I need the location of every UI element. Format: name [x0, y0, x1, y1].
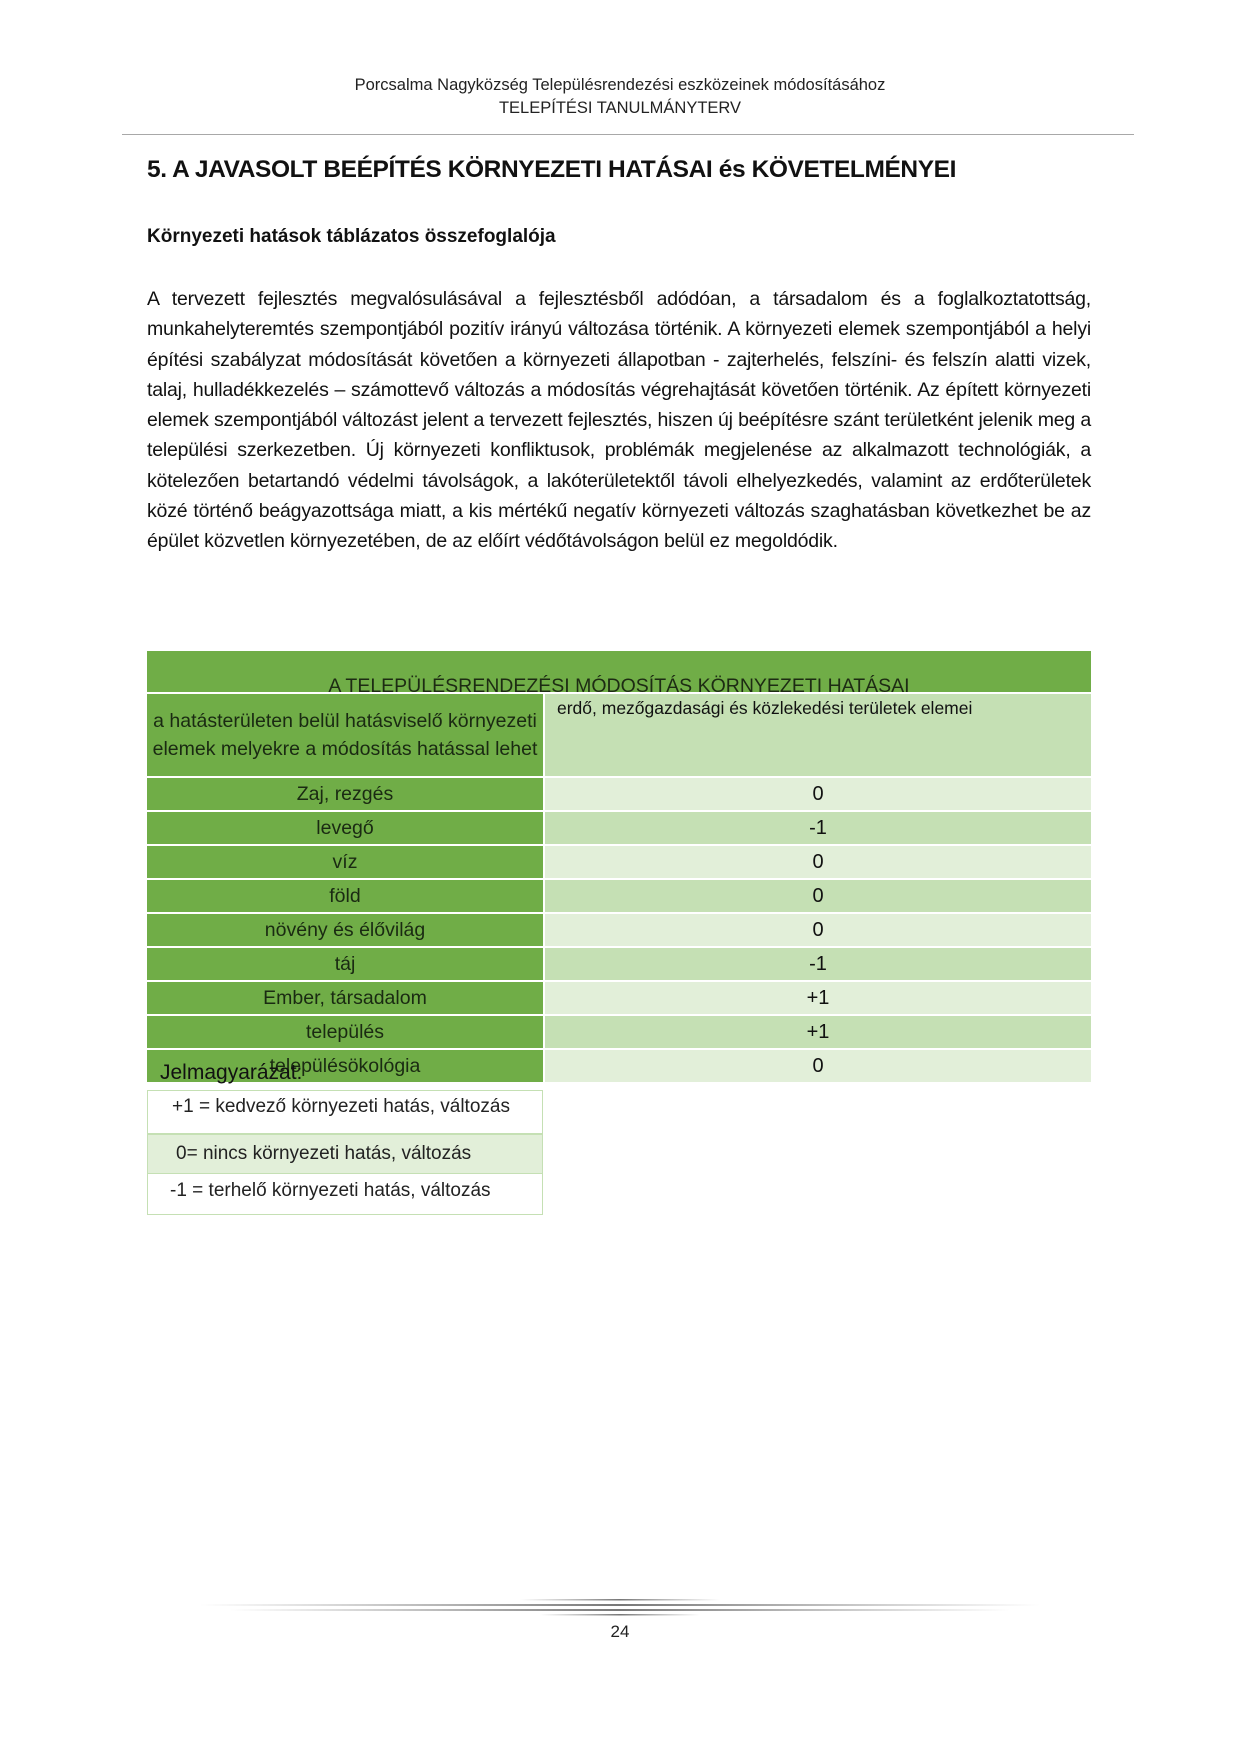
table-title: A TELEPÜLÉSRENDEZÉSI MÓDOSÍTÁS KÖRNYEZETI HATÁSAI: [147, 651, 1091, 694]
header-document-title: Porcsalma Nagyközség Településrendezési eszközeinek módosításához: [354, 76, 886, 94]
table-row: [147, 1016, 1091, 1050]
legend-item-positive: +1 = kedvező környezeti hatás, változás: [148, 1091, 542, 1135]
row-element: víz: [147, 846, 545, 880]
ornament-line: [230, 1609, 1010, 1611]
row-element: növény és élővilág: [147, 914, 545, 948]
header-document-subtitle: TELEPÍTÉSI TANULMÁNYTERV: [498, 99, 742, 117]
row-element: település: [147, 1016, 545, 1050]
legend-box: [147, 1090, 543, 1215]
legend-item-negative: -1 = terhelő környezeti hatás, változás: [148, 1174, 542, 1214]
row-element: Ember, társadalom: [147, 982, 545, 1016]
ornament-line: [540, 1614, 700, 1616]
table-header-row: [147, 694, 1091, 778]
body-paragraph: A tervezett fejlesztés megvalósulásával a fejlesztésből adódóan, a társadalom és a foglalkoztatottság, munkahelyteremtés szempontjából pozitív irányú változása történik. A környezeti elemek szempontjából a helyi építési szabályzat módosítását követően a környezeti állapotban - zajterhelés, felszíni- és felszín alatti vizek, talaj, hulladékkezelés – számottevő változás a módosítás végrehajtását követően történik. Az épített környezeti elemek szempontjából változást jelent a tervezett fejlesztés, hiszen új beépítésre szánt területként jelenik meg a települési szerkezetben. Új környezeti konfliktusok, problémák megjelenése az alkalmazott technológiák, a kötelezően betartandó védelmi távolságok, a lakóterületektől távoli elhelyezkedés, valamint az erdőterületek közé történő beágyazottsága miatt, a kis mértékű negatív környezeti változás szaghatásban következhet be az épület közvetlen környezetében, de az előírt védőtávolságon belül ez megoldódik.: [147, 288, 1091, 553]
legend-item-neutral: 0= nincs környezeti hatás, változás: [148, 1135, 542, 1174]
row-value: 0: [545, 1050, 1091, 1084]
table-row: [147, 948, 1091, 982]
ornament-line: [200, 1604, 1040, 1606]
row-element: Zaj, rezgés: [147, 778, 545, 812]
row-element: táj: [147, 948, 545, 982]
row-value: +1: [545, 982, 1091, 1016]
row-value: 0: [545, 914, 1091, 948]
row-value: -1: [545, 948, 1091, 982]
table-row: [147, 778, 1091, 812]
table-header-label: a hatásterületen belül hatásviselő környezeti elemek melyekre a módosítás hatással lehet: [147, 694, 545, 778]
row-value: 0: [545, 880, 1091, 914]
table-row: [147, 982, 1091, 1016]
row-value: 0: [545, 778, 1091, 812]
row-element: településökológia: [147, 1050, 545, 1084]
header-divider: [122, 134, 1134, 135]
table-row: [147, 914, 1091, 948]
table-row: [147, 846, 1091, 880]
page-header: [0, 74, 1240, 120]
row-value: -1: [545, 812, 1091, 846]
footer-ornament: [200, 1598, 1040, 1618]
page-number: 24: [610, 1622, 630, 1641]
subsection-title: Környezeti hatások táblázatos összefoglalója: [147, 226, 556, 247]
table-title-row: [147, 651, 1091, 694]
table-row: [147, 880, 1091, 914]
row-value: +1: [545, 1016, 1091, 1050]
table-header-value: erdő, mezőgazdasági és közlekedési területek elemei: [545, 694, 1091, 778]
row-value: 0: [545, 846, 1091, 880]
row-element: föld: [147, 880, 545, 914]
section-title: 5. A JAVASOLT BEÉPÍTÉS KÖRNYEZETI HATÁSAI és KÖVETELMÉNYEI: [147, 156, 957, 183]
ornament-line: [520, 1599, 720, 1601]
table-row: [147, 812, 1091, 846]
environmental-impact-table: [147, 651, 1091, 1084]
legend-title: Jelmagyarázat:: [160, 1061, 303, 1084]
row-element: levegő: [147, 812, 545, 846]
